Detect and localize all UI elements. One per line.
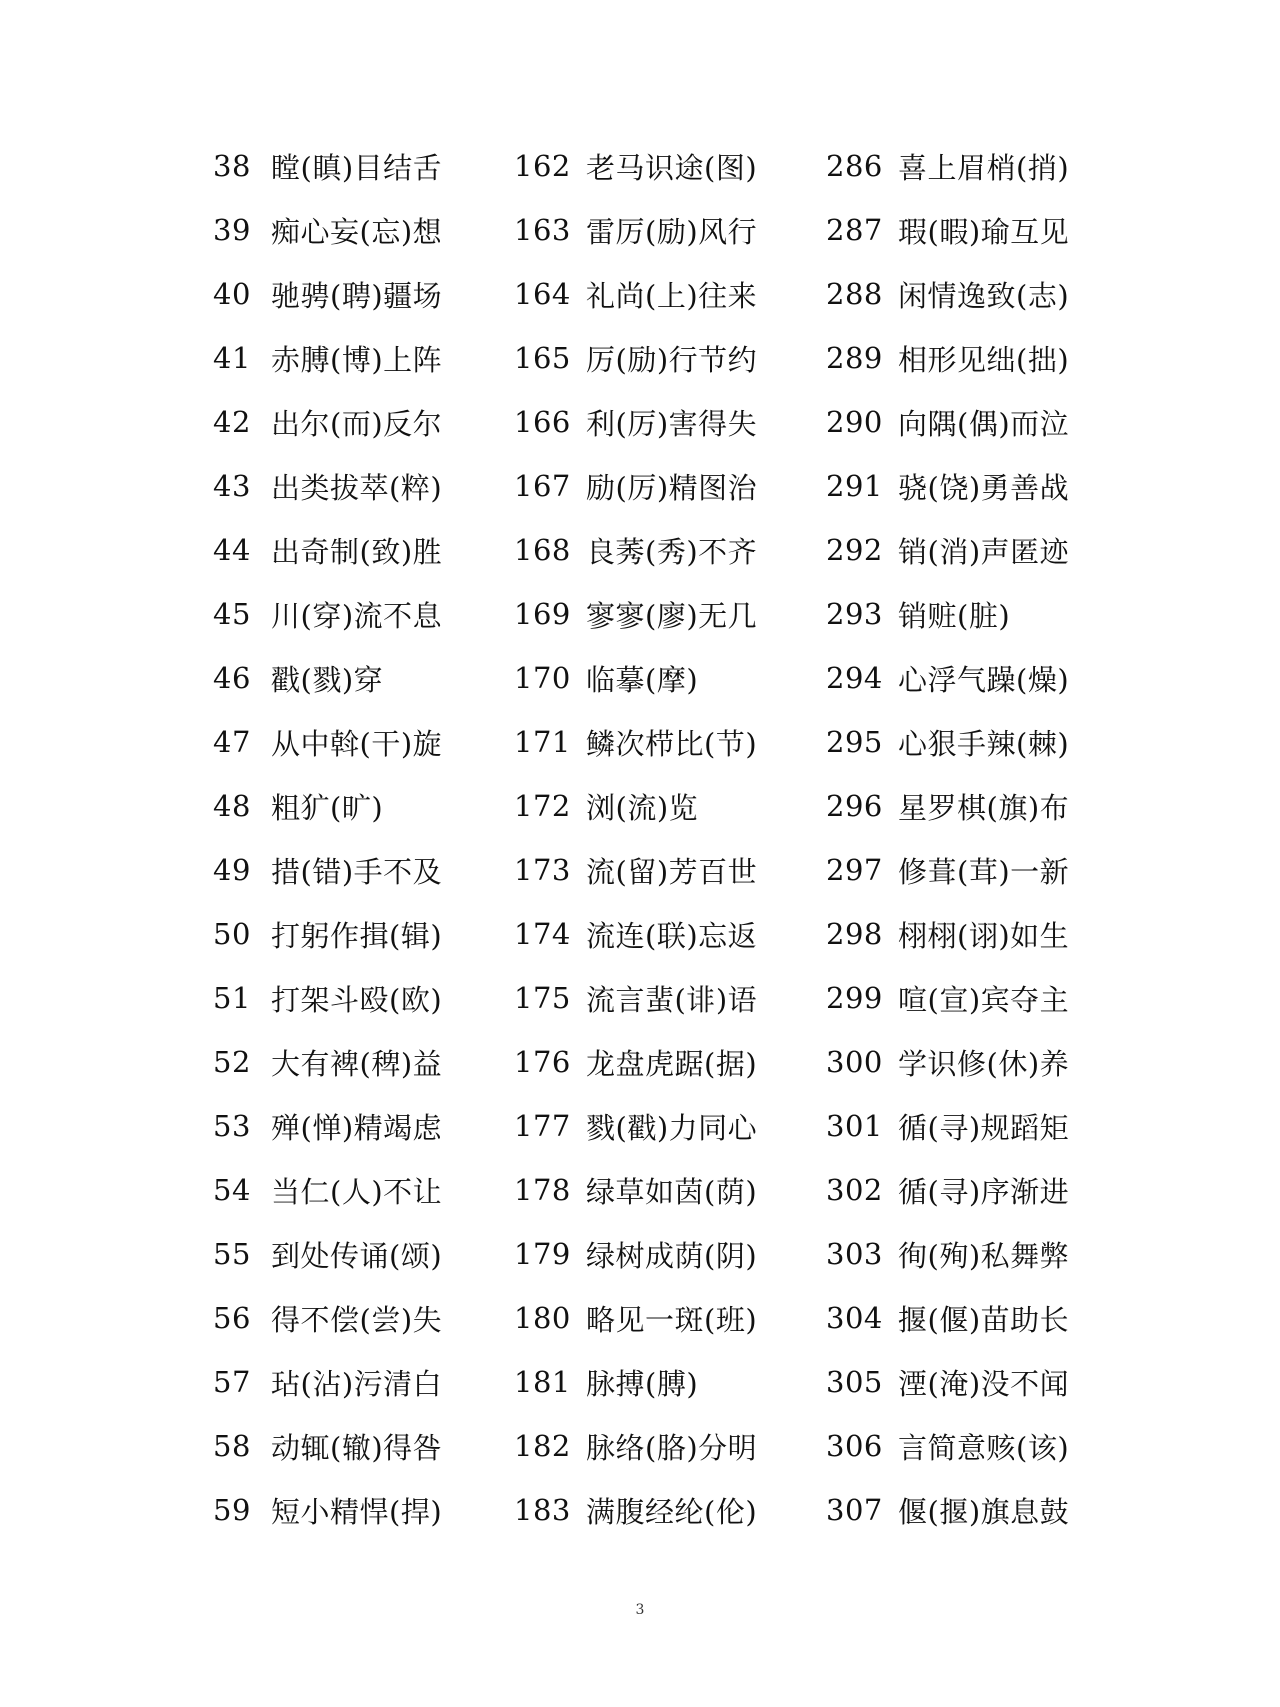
entry-text: 瑕(暇)瑜互见 xyxy=(898,214,1070,249)
list-item xyxy=(826,966,1069,1030)
entry-text: 流(留)芳百世 xyxy=(586,854,758,889)
entry-number: 291 xyxy=(826,469,883,503)
entry-text: 骁(饶)勇善战 xyxy=(898,470,1070,505)
list-item xyxy=(213,1350,442,1414)
list-item xyxy=(826,710,1069,774)
entry-text: 偃(揠)旗息鼓 xyxy=(898,1494,1070,1529)
entry-number: 304 xyxy=(826,1301,883,1335)
list-item xyxy=(213,646,442,710)
entry-text: 痴心妄(忘)想 xyxy=(271,214,443,249)
entry-number: 183 xyxy=(514,1493,571,1527)
list-item xyxy=(514,326,757,390)
list-item xyxy=(213,774,442,838)
entry-number: 297 xyxy=(826,853,883,887)
list-item xyxy=(514,582,757,646)
entry-text: 大有裨(稗)益 xyxy=(271,1046,443,1081)
entry-number: 302 xyxy=(826,1173,883,1207)
entry-number: 171 xyxy=(514,725,571,759)
entry-number: 306 xyxy=(826,1429,883,1463)
list-item xyxy=(826,902,1069,966)
list-item xyxy=(826,1158,1069,1222)
entry-text: 心狠手辣(棘) xyxy=(898,726,1070,761)
list-item xyxy=(213,134,442,198)
entry-text: 利(厉)害得失 xyxy=(586,406,758,441)
list-item xyxy=(213,1094,442,1158)
entry-number: 54 xyxy=(213,1173,251,1207)
entry-number: 179 xyxy=(514,1237,571,1271)
entry-text: 出尔(而)反尔 xyxy=(271,406,443,441)
list-item xyxy=(514,390,757,454)
list-item xyxy=(826,774,1069,838)
entry-text: 循(寻)规蹈矩 xyxy=(898,1110,1070,1145)
entry-number: 42 xyxy=(213,405,251,439)
entry-text: 销赃(脏) xyxy=(898,598,1011,633)
entry-number: 181 xyxy=(514,1365,571,1399)
entry-number: 163 xyxy=(514,213,571,247)
entry-text: 揠(偃)苗助长 xyxy=(898,1302,1070,1337)
list-item xyxy=(213,1478,442,1542)
entry-number: 182 xyxy=(514,1429,571,1463)
list-item xyxy=(826,1350,1069,1414)
entry-number: 164 xyxy=(514,277,571,311)
list-item xyxy=(514,838,757,902)
entry-text: 满腹经纶(伦) xyxy=(586,1494,758,1529)
list-item xyxy=(514,710,757,774)
page-number: 3 xyxy=(635,1602,645,1618)
entry-number: 300 xyxy=(826,1045,883,1079)
entry-number: 167 xyxy=(514,469,571,503)
list-item xyxy=(213,198,442,262)
entry-number: 170 xyxy=(514,661,571,695)
entry-number: 47 xyxy=(213,725,251,759)
list-item xyxy=(213,1158,442,1222)
entry-text: 励(厉)精图治 xyxy=(586,470,758,505)
entry-text: 老马识途(图) xyxy=(586,150,758,185)
entry-number: 293 xyxy=(826,597,883,631)
list-item xyxy=(213,390,442,454)
entry-text: 礼尚(上)往来 xyxy=(586,278,758,313)
entry-number: 292 xyxy=(826,533,883,567)
entry-number: 51 xyxy=(213,981,251,1015)
list-item xyxy=(514,518,757,582)
entry-number: 169 xyxy=(514,597,571,631)
list-item xyxy=(826,582,1069,646)
entry-text: 星罗棋(旗)布 xyxy=(898,790,1070,825)
entry-number: 298 xyxy=(826,917,883,951)
list-item xyxy=(213,1286,442,1350)
entry-text: 徇(殉)私舞弊 xyxy=(898,1238,1070,1273)
entry-text: 戮(戳)力同心 xyxy=(586,1110,758,1145)
entry-text: 脉络(胳)分明 xyxy=(586,1430,758,1465)
entry-text: 喜上眉梢(捎) xyxy=(898,150,1070,185)
entry-number: 55 xyxy=(213,1237,251,1271)
list-item xyxy=(514,1414,757,1478)
entry-text: 略见一斑(班) xyxy=(586,1302,758,1337)
entry-text: 闲情逸致(志) xyxy=(898,278,1070,313)
list-item xyxy=(514,902,757,966)
entry-text: 寥寥(廖)无几 xyxy=(586,598,758,633)
entry-number: 56 xyxy=(213,1301,251,1335)
entry-number: 289 xyxy=(826,341,883,375)
entry-number: 50 xyxy=(213,917,251,951)
entry-text: 赤膊(博)上阵 xyxy=(271,342,443,377)
entry-number: 166 xyxy=(514,405,571,439)
entry-text: 临摹(摩) xyxy=(586,662,699,697)
entry-text: 玷(沾)污清白 xyxy=(271,1366,443,1401)
list-item xyxy=(514,774,757,838)
entry-text: 喧(宣)宾夺主 xyxy=(898,982,1070,1017)
entry-number: 286 xyxy=(826,149,883,183)
entry-number: 49 xyxy=(213,853,251,887)
entry-text: 向隅(偶)而泣 xyxy=(898,406,1070,441)
list-item xyxy=(213,1030,442,1094)
column-2 xyxy=(514,134,757,1542)
list-item xyxy=(514,1286,757,1350)
list-item xyxy=(213,1222,442,1286)
column-1 xyxy=(213,134,442,1542)
entry-number: 299 xyxy=(826,981,883,1015)
list-item xyxy=(826,1030,1069,1094)
entry-text: 绿树成荫(阴) xyxy=(586,1238,758,1273)
list-item xyxy=(514,134,757,198)
entry-text: 措(错)手不及 xyxy=(271,854,443,889)
list-item xyxy=(213,454,442,518)
list-item xyxy=(213,966,442,1030)
list-item xyxy=(826,454,1069,518)
list-item xyxy=(213,326,442,390)
entry-text: 到处传诵(颂) xyxy=(271,1238,443,1273)
list-item xyxy=(826,326,1069,390)
entry-number: 177 xyxy=(514,1109,571,1143)
list-item xyxy=(826,1414,1069,1478)
list-item xyxy=(826,646,1069,710)
entry-number: 162 xyxy=(514,149,571,183)
entry-number: 180 xyxy=(514,1301,571,1335)
list-item xyxy=(213,838,442,902)
list-item xyxy=(826,390,1069,454)
entry-text: 流连(联)忘返 xyxy=(586,918,758,953)
list-item xyxy=(514,1158,757,1222)
list-item xyxy=(826,1478,1069,1542)
list-item xyxy=(826,1094,1069,1158)
entry-number: 168 xyxy=(514,533,571,567)
entry-number: 59 xyxy=(213,1493,251,1527)
entry-text: 良莠(秀)不齐 xyxy=(586,534,758,569)
entry-number: 301 xyxy=(826,1109,883,1143)
entry-number: 178 xyxy=(514,1173,571,1207)
entry-text: 短小精悍(捍) xyxy=(271,1494,443,1529)
entry-text: 湮(淹)没不闻 xyxy=(898,1366,1070,1401)
entry-text: 川(穿)流不息 xyxy=(271,598,443,633)
list-item xyxy=(514,1222,757,1286)
entry-number: 176 xyxy=(514,1045,571,1079)
entry-text: 动辄(辙)得咎 xyxy=(271,1430,443,1465)
list-item xyxy=(213,262,442,326)
column-3 xyxy=(826,134,1069,1542)
entry-number: 43 xyxy=(213,469,251,503)
entry-text: 瞠(瞋)目结舌 xyxy=(271,150,443,185)
list-item xyxy=(826,262,1069,326)
entry-text: 修葺(茸)一新 xyxy=(898,854,1070,889)
list-item xyxy=(826,518,1069,582)
list-item xyxy=(826,1286,1069,1350)
list-item xyxy=(213,582,442,646)
list-item xyxy=(826,1222,1069,1286)
entry-text: 相形见绌(拙) xyxy=(898,342,1070,377)
entry-text: 得不偿(尝)失 xyxy=(271,1302,443,1337)
entry-number: 52 xyxy=(213,1045,251,1079)
list-item xyxy=(514,198,757,262)
entry-number: 57 xyxy=(213,1365,251,1399)
entry-text: 打架斗殴(欧) xyxy=(271,982,443,1017)
list-item xyxy=(213,1414,442,1478)
entry-text: 销(消)声匿迹 xyxy=(898,534,1070,569)
list-item xyxy=(514,454,757,518)
entry-number: 295 xyxy=(826,725,883,759)
entry-number: 175 xyxy=(514,981,571,1015)
entry-text: 绿草如茵(荫) xyxy=(586,1174,758,1209)
entry-number: 174 xyxy=(514,917,571,951)
list-item xyxy=(826,838,1069,902)
entry-number: 305 xyxy=(826,1365,883,1399)
entry-number: 41 xyxy=(213,341,251,375)
list-item xyxy=(213,902,442,966)
list-item xyxy=(213,710,442,774)
entry-text: 学识修(休)养 xyxy=(898,1046,1070,1081)
entry-number: 40 xyxy=(213,277,251,311)
entry-number: 44 xyxy=(213,533,251,567)
entry-number: 173 xyxy=(514,853,571,887)
entry-number: 296 xyxy=(826,789,883,823)
entry-number: 290 xyxy=(826,405,883,439)
list-item xyxy=(826,134,1069,198)
list-item xyxy=(514,262,757,326)
entry-number: 172 xyxy=(514,789,571,823)
list-item xyxy=(514,1094,757,1158)
entry-text: 鳞次栉比(节) xyxy=(586,726,758,761)
list-item xyxy=(514,1478,757,1542)
entry-text: 厉(励)行节约 xyxy=(586,342,758,377)
entry-text: 出奇制(致)胜 xyxy=(271,534,443,569)
list-item xyxy=(514,966,757,1030)
entry-text: 心浮气躁(燥) xyxy=(898,662,1070,697)
entry-text: 脉搏(膊) xyxy=(586,1366,699,1401)
list-item xyxy=(213,518,442,582)
entry-text: 出类拔萃(粹) xyxy=(271,470,443,505)
entry-text: 栩栩(诩)如生 xyxy=(898,918,1070,953)
entry-text: 打躬作揖(辑) xyxy=(271,918,443,953)
entry-number: 46 xyxy=(213,661,251,695)
entry-number: 45 xyxy=(213,597,251,631)
entry-text: 戳(戮)穿 xyxy=(271,662,384,697)
list-item xyxy=(514,1030,757,1094)
entry-number: 39 xyxy=(213,213,251,247)
entry-number: 165 xyxy=(514,341,571,375)
entry-number: 58 xyxy=(213,1429,251,1463)
list-item xyxy=(826,198,1069,262)
entry-text: 龙盘虎踞(据) xyxy=(586,1046,758,1081)
entry-text: 驰骋(聘)疆场 xyxy=(271,278,443,313)
list-item xyxy=(514,1350,757,1414)
entry-number: 38 xyxy=(213,149,251,183)
entry-text: 从中斡(干)旋 xyxy=(271,726,443,761)
entry-number: 287 xyxy=(826,213,883,247)
entry-number: 307 xyxy=(826,1493,883,1527)
entry-text: 言简意赅(该) xyxy=(898,1430,1070,1465)
entry-number: 294 xyxy=(826,661,883,695)
entry-number: 48 xyxy=(213,789,251,823)
entry-text: 殚(惮)精竭虑 xyxy=(271,1110,443,1145)
entry-text: 流言蜚(诽)语 xyxy=(586,982,758,1017)
entry-text: 循(寻)序渐进 xyxy=(898,1174,1070,1209)
entry-text: 粗犷(旷) xyxy=(271,790,384,825)
entry-text: 浏(流)览 xyxy=(586,790,699,825)
entry-text: 雷厉(励)风行 xyxy=(586,214,758,249)
entry-text: 当仁(人)不让 xyxy=(271,1174,443,1209)
entry-number: 303 xyxy=(826,1237,883,1271)
list-item xyxy=(514,646,757,710)
entry-number: 288 xyxy=(826,277,883,311)
entry-number: 53 xyxy=(213,1109,251,1143)
